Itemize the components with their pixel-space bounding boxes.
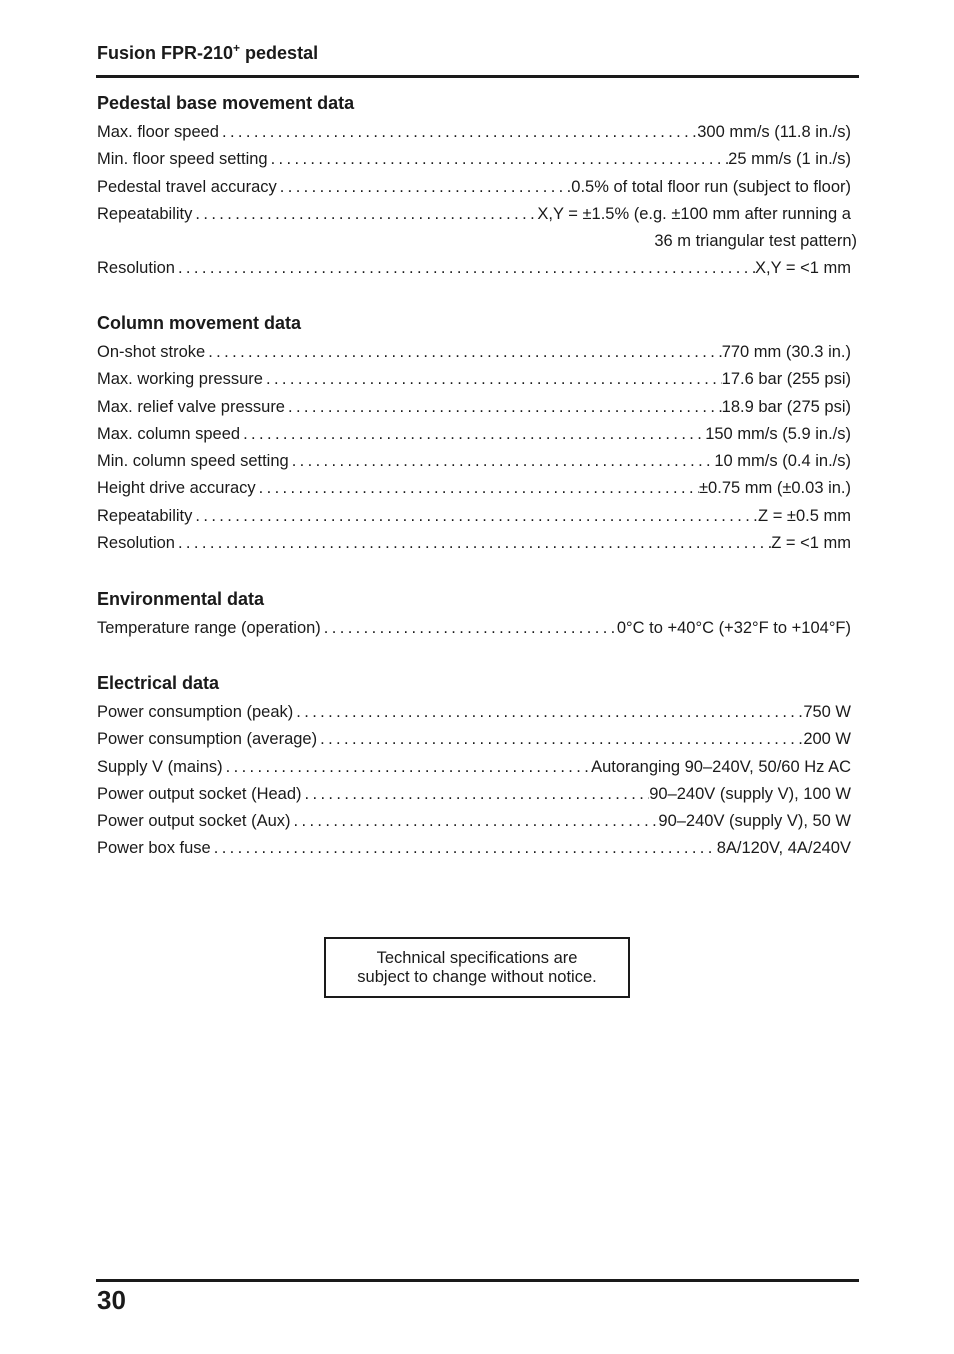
dot-leader — [285, 397, 722, 417]
spec-row — [97, 369, 851, 396]
section-title: Electrical data — [97, 673, 220, 693]
dot-leader — [263, 369, 722, 389]
spec-label: Max. floor speed — [97, 123, 219, 141]
spec-value: X,Y = ±1.5% (e.g. ±100 mm after running a — [537, 204, 851, 223]
page-number: 30 — [97, 1285, 126, 1315]
specifications-notice-box — [324, 937, 630, 998]
spec-value: 8A/120V, 4A/240V — [716, 839, 851, 858]
notice-line: subject to change without notice. — [357, 967, 597, 986]
spec-value: Z = ±0.5 mm — [758, 506, 851, 525]
section-title: Column movement data — [97, 313, 302, 333]
spec-value: 10 mm/s (0.4 in./s) — [714, 452, 851, 471]
spec-row — [97, 478, 851, 505]
dot-leader — [291, 811, 659, 831]
section-title: Environmental data — [97, 589, 265, 609]
spec-row — [97, 451, 851, 478]
spec-row — [97, 149, 851, 176]
spec-list — [97, 122, 857, 286]
dot-leader — [302, 784, 650, 804]
dot-leader — [256, 478, 699, 498]
spec-label: Repeatability — [97, 204, 193, 223]
page-header-title — [97, 42, 318, 64]
header-rule — [96, 75, 859, 78]
section-column-movement — [97, 312, 857, 560]
spec-row — [97, 729, 851, 756]
spec-value-continuation: 36 m triangular test pattern) — [654, 232, 857, 251]
dot-leader — [211, 838, 717, 858]
section-pedestal-base-movement — [97, 92, 857, 286]
spec-row — [97, 122, 851, 149]
spec-value: 150 mm/s (5.9 in./s) — [705, 424, 851, 443]
spec-value: 200 W — [803, 730, 851, 749]
dot-leader — [268, 149, 729, 169]
spec-row — [97, 258, 851, 285]
spec-label: Supply V (mains) — [97, 757, 223, 776]
spec-value: Autoranging 90–240V, 50/60 Hz AC — [591, 757, 851, 776]
spec-value: 17.6 bar (255 psi) — [721, 370, 851, 389]
section-electrical — [97, 672, 857, 866]
spec-label: Power consumption (average) — [97, 730, 318, 749]
spec-label: Resolution — [97, 259, 175, 278]
spec-label: Pedestal travel accuracy — [97, 177, 277, 196]
spec-label: Height drive accuracy — [97, 479, 256, 498]
dot-leader — [175, 533, 771, 553]
spec-label: Max. relief valve pressure — [97, 397, 285, 416]
dot-leader — [293, 702, 803, 722]
spec-label: Min. column speed setting — [97, 452, 289, 471]
section-title: Pedestal base movement data — [97, 93, 355, 113]
dot-leader — [175, 258, 755, 278]
spec-label: Power box fuse — [97, 839, 211, 858]
product-name-suffix: pedestal — [240, 43, 319, 63]
spec-row — [97, 757, 851, 784]
spec-label: Temperature range (operation) — [97, 619, 321, 637]
spec-row — [97, 838, 851, 865]
dot-leader — [192, 204, 537, 224]
spec-list — [97, 342, 857, 560]
spec-value: 18.9 bar (275 psi) — [721, 397, 851, 416]
notice-line: Technical specifications are — [376, 948, 578, 967]
spec-row — [97, 506, 851, 533]
spec-value: X,Y = <1 mm — [755, 259, 851, 278]
dot-leader — [205, 342, 721, 362]
spec-row — [97, 397, 851, 424]
spec-list — [97, 702, 857, 866]
spec-label: Max. working pressure — [97, 370, 263, 389]
section-environmental — [97, 588, 857, 645]
spec-value: Z = <1 mm — [771, 534, 851, 553]
spec-value: 300 mm/s (11.8 in./s) — [697, 123, 851, 141]
spec-row — [97, 177, 851, 204]
product-name: Fusion FPR-210 — [97, 43, 234, 63]
spec-row — [97, 811, 851, 838]
spec-label: Repeatability — [97, 506, 193, 525]
dot-leader — [289, 451, 715, 471]
spec-value: 90–240V (supply V), 50 W — [658, 812, 851, 831]
dot-leader — [223, 757, 591, 777]
spec-value: 25 mm/s (1 in./s) — [728, 150, 851, 169]
spec-label: On-shot stroke — [97, 343, 206, 361]
dot-leader — [317, 729, 803, 749]
spec-row — [97, 784, 851, 811]
spec-value: 0°C to +40°C (+32°F to +104°F) — [616, 619, 851, 637]
spec-value: 770 mm (30.3 in.) — [721, 343, 851, 361]
spec-label: Max. column speed — [97, 424, 241, 443]
spec-row-continuation — [97, 231, 857, 258]
dot-leader — [277, 177, 572, 197]
dot-leader — [219, 122, 697, 142]
spec-row — [97, 342, 851, 369]
spec-label: Power output socket (Head) — [97, 784, 302, 803]
spec-row — [97, 618, 851, 645]
dot-leader — [240, 424, 705, 444]
dot-leader — [192, 506, 758, 526]
spec-value: 750 W — [803, 703, 851, 721]
spec-row — [97, 424, 851, 451]
spec-value: ±0.75 mm (±0.03 in.) — [699, 479, 851, 498]
footer-rule — [96, 1279, 859, 1282]
spec-label: Power consumption (peak) — [97, 703, 294, 721]
spec-label: Resolution — [97, 534, 175, 553]
spec-label: Min. floor speed setting — [97, 150, 268, 169]
spec-row — [97, 533, 851, 560]
spec-row — [97, 204, 851, 231]
product-name-superscript: + — [233, 41, 241, 55]
spec-value: 0.5% of total floor run (subject to floor) — [571, 177, 851, 196]
spec-value: 90–240V (supply V), 100 W — [649, 784, 851, 803]
spec-row — [97, 702, 851, 729]
dot-leader — [321, 618, 617, 638]
spec-list — [97, 618, 857, 645]
spec-label: Power output socket (Aux) — [97, 812, 291, 831]
